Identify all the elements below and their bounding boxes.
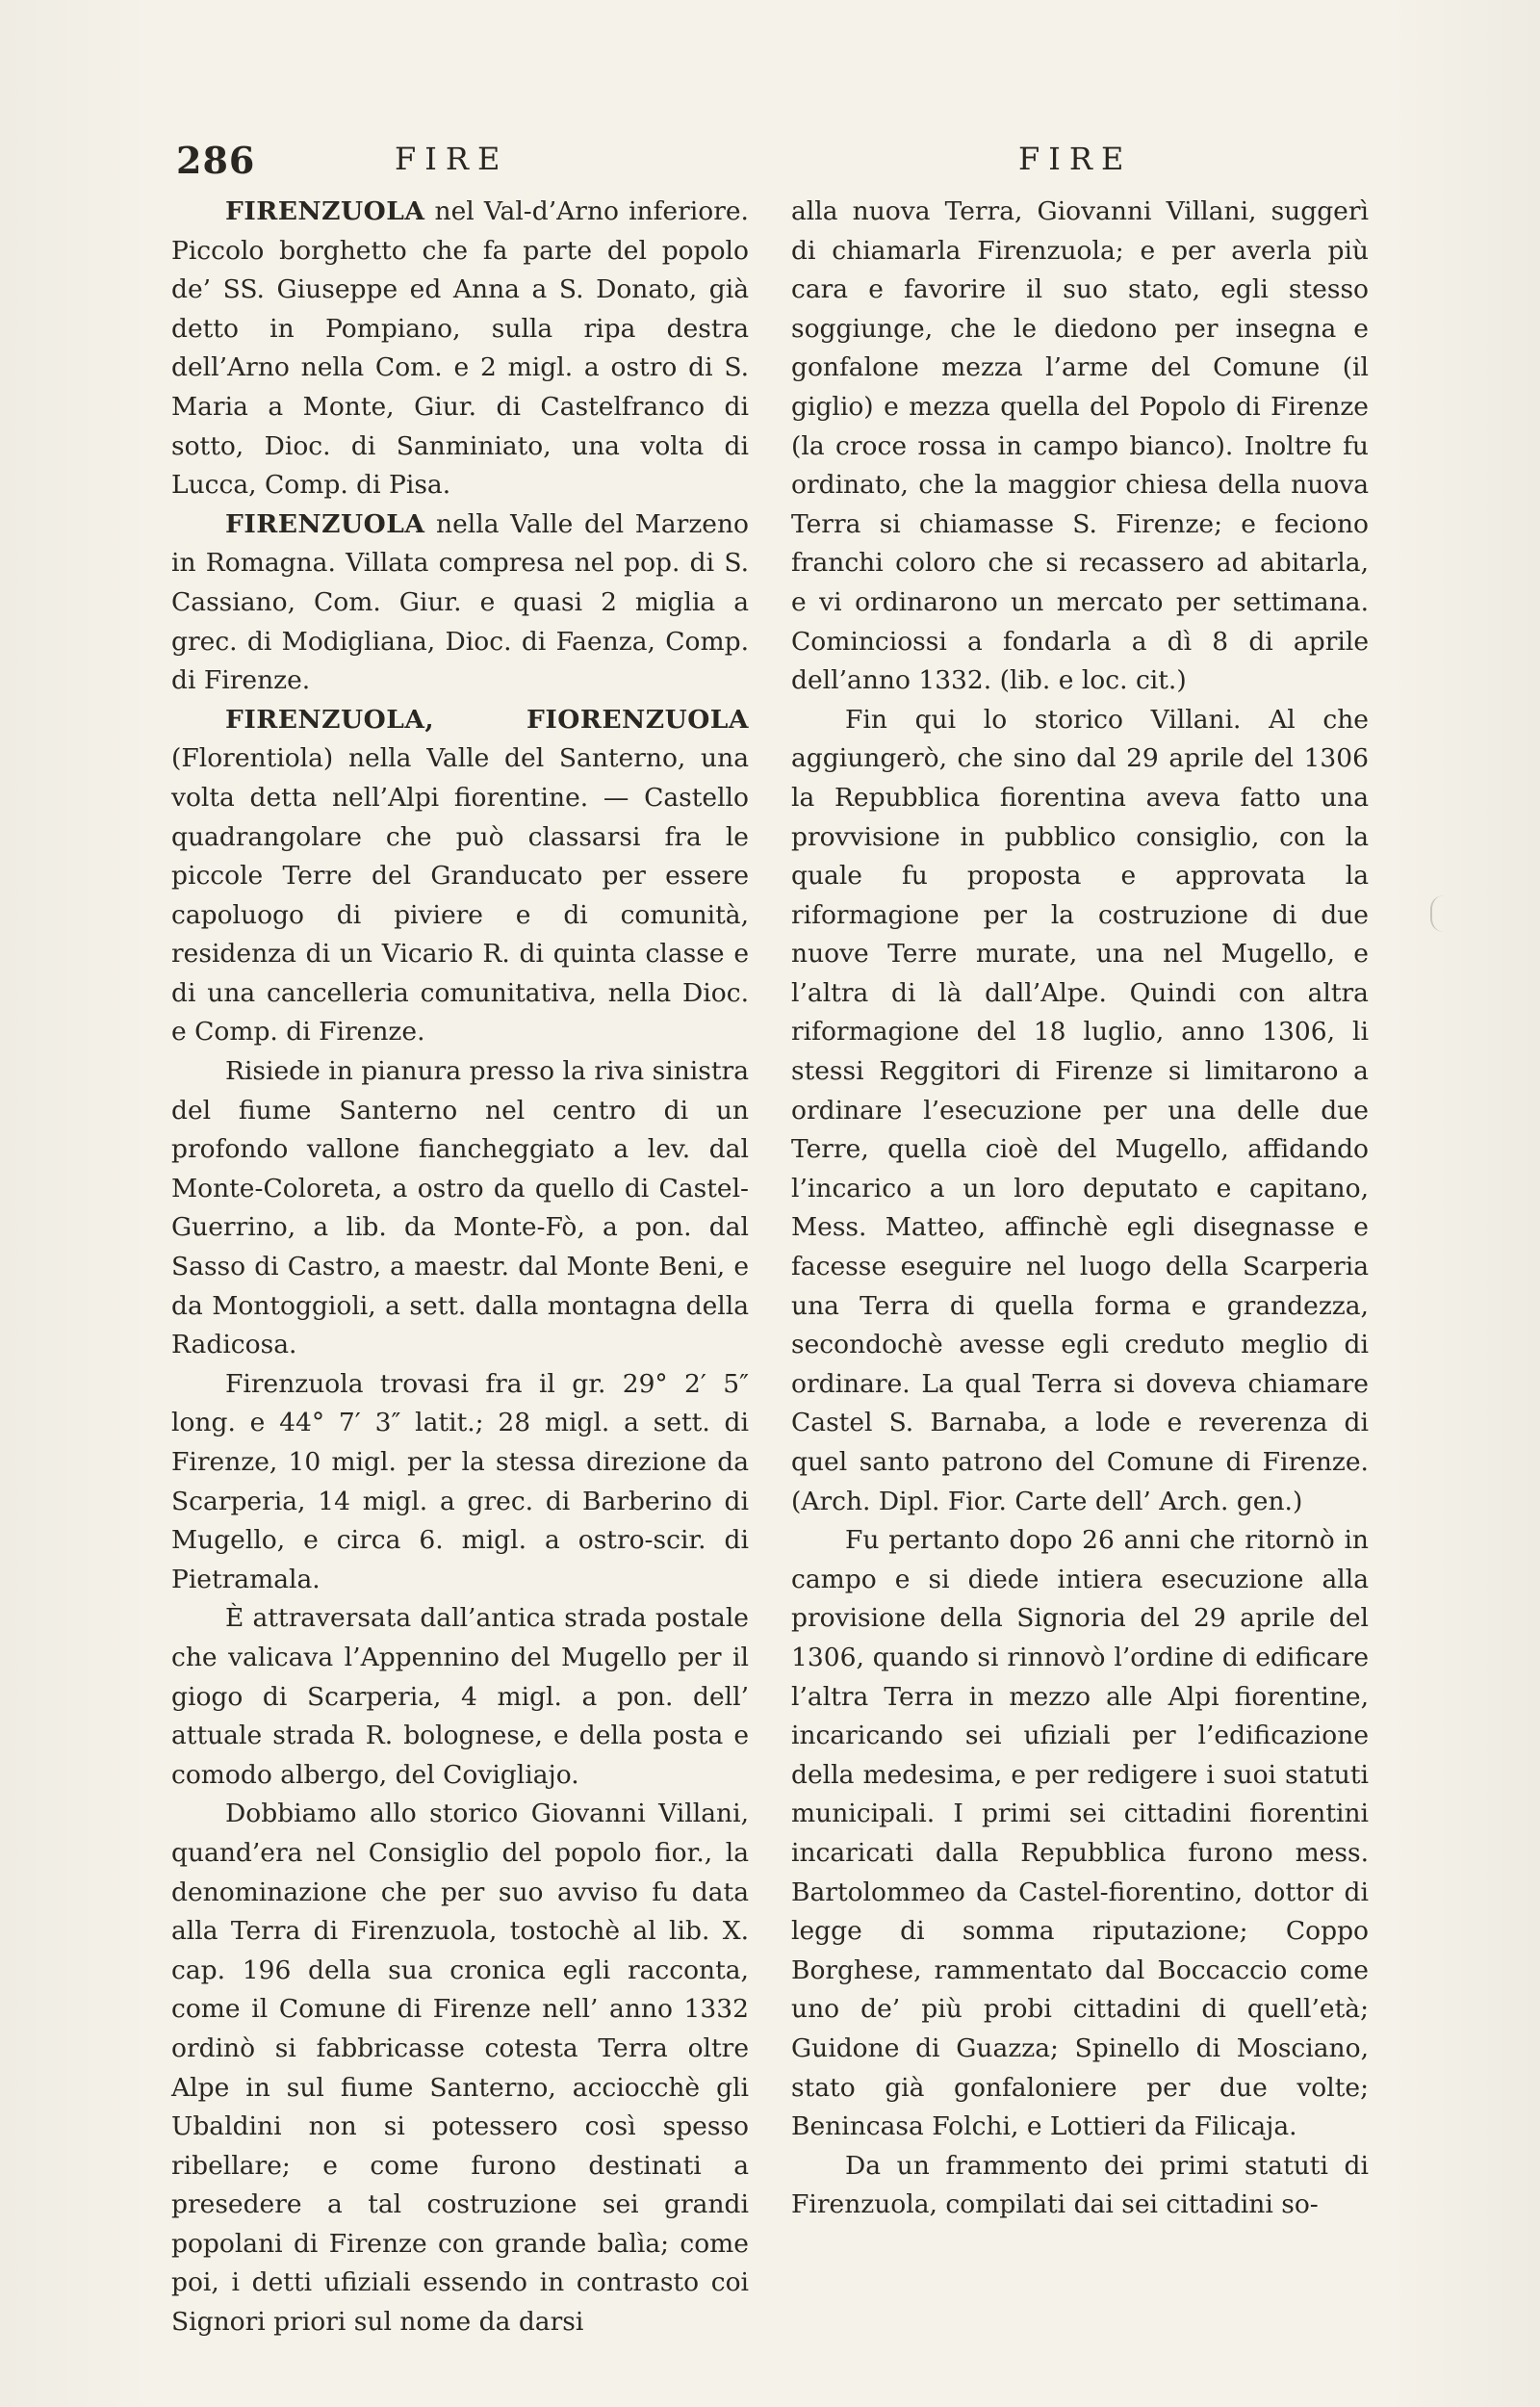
paragraph-text: Dobbiamo allo storico Giovanni Villani, quand’era nel Consiglio del popolo fior., la denominazione che per suo avviso fu data alla Terra di Firenzuola, tostochè al lib. X. cap. 196 della sua cronica egli racconta, come il Comune di Firenze nell’ anno 1332 ordinò si fabbricasse cotesta Terra oltre Alpe in sul fiume Santerno, acciocchè gli Ubaldini non si potessero così spesso ribellare; e come furono destinati a presedere a tal costruzione sei grandi popolani di Firenze con grande balìa; come poi, i detti ufiziali essendo in contrasto coi Signori priori sul nome da darsi bbox=[171, 1799, 749, 2338]
margin-mark bbox=[1430, 895, 1446, 932]
running-head-left: FIRE bbox=[395, 141, 509, 177]
paragraph bbox=[171, 505, 749, 701]
entry-headword: FIRENZUOLA, FIORENZUOLA bbox=[225, 704, 749, 735]
paragraph bbox=[171, 701, 749, 1052]
paragraph-text: nel Val-d’Arno inferiore. Piccolo borghetto che fa parte del popolo de’ SS. Giuseppe ed Anna a S. Donato, già detto in Pompiano, sulla ripa destra dell’Arno nella Com. e 2 migl. a ostro di S. Maria a Monte, Giur. di Castelfranco di sotto, Dioc. di Sanminiato, una volta di Lucca, Comp. di Pisa. bbox=[171, 196, 749, 501]
paragraph bbox=[791, 2147, 1369, 2225]
page-number: 286 bbox=[176, 139, 256, 182]
right-column bbox=[791, 193, 1369, 2234]
paragraph bbox=[791, 701, 1369, 1521]
paragraph bbox=[791, 193, 1369, 701]
paragraph-text: È attraversata dall’antica strada postale che valicava l’Appennino del Mugello per il giogo di Scarperia, 4 migl. a pon. dell’ attuale strada R. bolognese, e della posta e comodo albergo, del Covigliajo. bbox=[171, 1603, 749, 1790]
paragraph bbox=[171, 1052, 749, 1365]
paragraph bbox=[171, 1365, 749, 1600]
paragraph-text: Fin qui lo storico Villani. Al che aggiungerò, che sino dal 29 aprile del 1306 la Repubblica fiorentina aveva fatto una provvisione in pubblico consiglio, con la quale fu proposta e approvata la riformagione per la costruzione di due nuove Terre murate, una nel Mugello, e l’altra di là dall’Alpe. Quindi con altra riformagione del 18 luglio, anno 1306, li stessi Reggitori di Firenze si limitarono a ordinare l’esecuzione per una delle due Terre, quella cioè del Mugello, affidando l’incarico a un loro deputato e capitano, Mess. Matteo, affinchè egli disegnasse e facesse eseguire nel luogo della Scarperia una Terra di quella forma e grandezza, secondochè avesse egli creduto meglio di ordinare. La qual Terra si doveva chiamare Castel S. Barnaba, a lode e reverenza di quel santo patrono del Comune di Firenze. (Arch. Dipl. Fior. Carte dell’ Arch. gen.) bbox=[791, 704, 1369, 1516]
left-column bbox=[171, 193, 749, 2338]
paragraph bbox=[171, 1795, 749, 2342]
paragraph-text: alla nuova Terra, Giovanni Villani, suggerì di chiamarla Firenzuola; e per averla più cara e favorire il suo stato, egli stesso soggiunge, che le diedono per insegna e gonfalone mezza l’arme del Comune (il giglio) e mezza quella del Popolo di Firenze (la croce rossa in campo bianco). Inoltre fu ordinato, che la maggior chiesa della nuova Terra si chiamasse S. Firenze; e feciono franchi coloro che si recassero ad abitarla, e vi ordinarono un mercato per settimana. Cominciossi a fondarla a dì 8 di aprile dell’anno 1332. (lib. e loc. cit.) bbox=[791, 196, 1369, 696]
paragraph-text: Da un frammento dei primi statuti di Firenzuola, compilati dai sei cittadini so- bbox=[791, 2150, 1369, 2220]
paragraph-text: Risiede in pianura presso la riva sinistra del fiume Santerno nel centro di un profondo vallone fiancheggiato a lev. dal Monte-Coloreta, a ostro da quello di Castel-Guerrino, a lib. da Monte-Fò, a pon. dal Sasso di Castro, a maestr. dal Monte Beni, e da Montoggioli, a sett. dalla montagna della Radicosa. bbox=[171, 1056, 749, 1360]
paragraph-text: nella Valle del Marzeno in Romagna. Villata compresa nel pop. di S. Cassiano, Com. Giur. e quasi 2 miglia a grec. di Modigliana, Dioc. di Faenza, Comp. di Firenze. bbox=[171, 508, 749, 696]
running-head-right: FIRE bbox=[1018, 141, 1133, 177]
paragraph-text: Firenzuola trovasi fra il gr. 29° 2′ 5″ long. e 44° 7′ 3″ latit.; 28 migl. a sett. di Firenze, 10 migl. per la stessa direzione da Scarperia, 14 migl. a grec. di Barberino di Mugello, e circa 6. migl. a ostro-scir. di Pietramala. bbox=[171, 1368, 749, 1594]
paragraph-text: (Florentiola) nella Valle del Santerno, una volta detta nell’Alpi fiorentine. — Castello quadrangolare che può classarsi fra le piccole Terre del Granducato per essere capoluogo di piviere e di comunità, residenza di un Vicario R. di quinta classe e di una cancelleria comunitativa, nella Dioc. e Comp. di Firenze. bbox=[171, 743, 749, 1048]
paragraph bbox=[791, 1521, 1369, 2147]
page-header bbox=[0, 139, 1540, 187]
paragraph-text: Fu pertanto dopo 26 anni che ritornò in campo e si diede intiera esecuzione alla provisione della Signoria del 29 aprile del 1306, quando si rinnovò l’ordine di edificare l’altra Terra in mezzo alle Alpi fiorentine, incaricando sei ufiziali per l’edificazione della medesima, e per redigere i suoi statuti municipali. I primi sei cittadini fiorentini incaricati dalla Repubblica furono mess. Bartolommeo da Castel-fiorentino, dottor di legge di somma riputazione; Coppo Borghese, rammentato dal Boccaccio come uno de’ più probi cittadini di quell’età; Guidone di Guazza; Spinello di Mosciano, stato già gonfaloniere per due volte; Benincasa Folchi, e Lottieri da Filicaja. bbox=[791, 1525, 1369, 2142]
entry-headword: FIRENZUOLA bbox=[225, 508, 425, 539]
paragraph bbox=[171, 193, 749, 505]
paragraph bbox=[171, 1599, 749, 1795]
entry-headword: FIRENZUOLA bbox=[225, 196, 425, 226]
